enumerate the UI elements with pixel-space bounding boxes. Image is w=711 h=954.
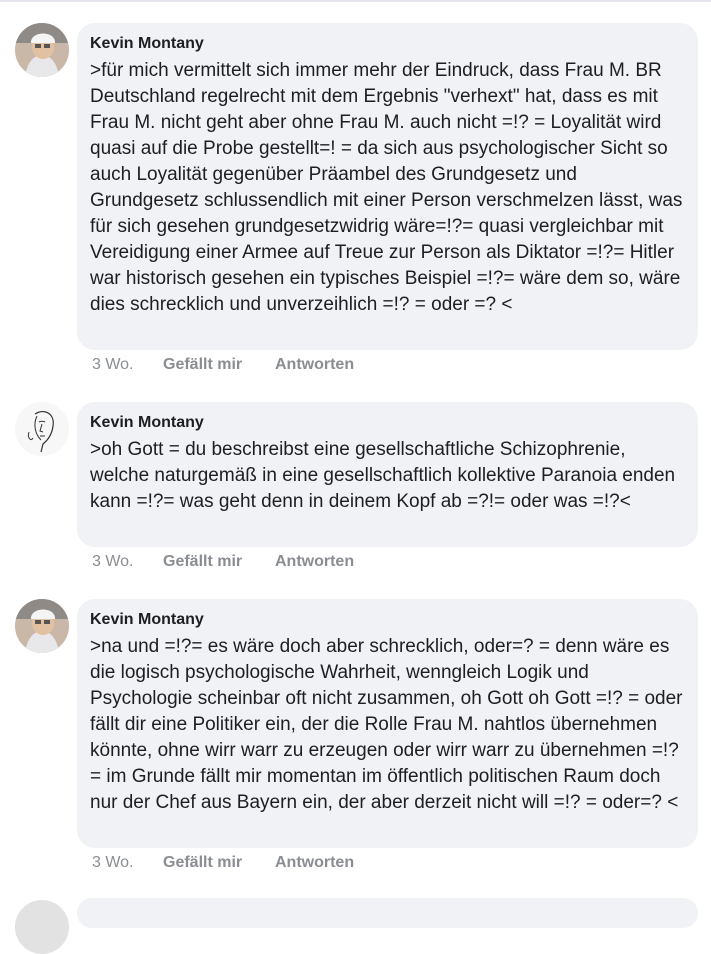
like-button[interactable]: Gefällt mir [163,854,243,871]
avatar-partial-icon[interactable] [15,900,69,954]
comment-bubble [77,402,698,547]
like-button[interactable]: Gefällt mir [163,553,243,570]
comment-bubble [77,23,698,350]
comment-bubble [77,599,698,848]
comment-bubble-partial [77,898,698,928]
comment-timestamp[interactable]: 3 Wo. [92,854,134,871]
reply-button[interactable]: Antworten [275,553,355,570]
avatar-photo-icon[interactable] [15,599,69,653]
like-button[interactable]: Gefällt mir [163,356,243,373]
comment-author[interactable]: Kevin Montany [90,35,204,52]
comment-text: >na und =!?= es wäre doch aber schrecklich, oder=? = denn wäre es die logisch psychologische Wahrheit, wenngleich Logik und Psychologie scheinbar oft nicht zusammen, oh Gott oh Gott =!? = oder fällt dir eine Politiker ein, der die Rolle Frau M. nahtlos übernehmen könnte, ohne wirr warr zu erzeugen oder wirr warr zu übernehmen =!? = im Grunde fällt mir momentan im öffentlich politischen Raum doch nur der Chef aus Bayern ein, der aber derzeit nicht will =!? = oder=? < [90,636,683,813]
comment-timestamp[interactable]: 3 Wo. [92,553,134,570]
comment-actions [92,355,354,375]
reply-button[interactable]: Antworten [275,356,355,373]
comment-author[interactable]: Kevin Montany [90,611,204,628]
comment-actions [92,853,354,873]
comment-actions [92,552,354,572]
comment-text: >für mich vermittelt sich immer mehr der Eindruck, dass Frau M. BR Deutschland regelrecht mit dem Ergebnis "verhext" hat, dass es mit Frau M. nicht geht aber ohne Frau M. auch nicht =!? = Loyalität wird quasi auf die Probe gestellt=! = da sich aus psychologischer Sicht so auch Loyalität gegenüber Präambel des Grundgesetz und Grundgesetz schlussendlich mit einer Person verschmelzen lässt, was für sich gesehen grundgesetzwidrig wäre=!?= quasi vergleichbar mit Vereidigung einer Armee auf Treue zur Person als Diktator =!?= Hitler war historisch gesehen ein typisches Beispiel =!?= wäre dem so, wäre dies schrecklich und unverzeihlich =!? = oder =? < [90,60,683,315]
comment-author[interactable]: Kevin Montany [90,414,204,431]
top-divider [0,0,711,2]
comment-text: >oh Gott = du beschreibst eine gesellschaftliche Schizophrenie, welche naturgemäß in eine gesellschaftlich kollektive Paranoia enden kann =!?= was geht denn in deinem Kopf ab =?!= oder was =!?< [90,439,676,512]
avatar-photo-icon[interactable] [15,23,69,77]
avatar-sketch-icon[interactable] [15,402,69,456]
comment-timestamp[interactable]: 3 Wo. [92,356,134,373]
reply-button[interactable]: Antworten [275,854,355,871]
